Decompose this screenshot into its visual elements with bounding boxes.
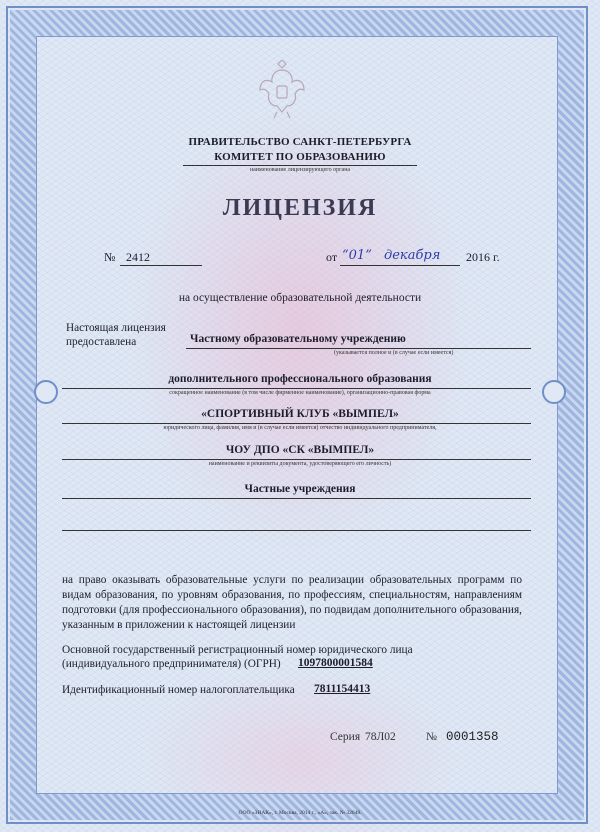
inn-value: 7811154413 [314,683,371,695]
licensee-line-6-underline [62,530,531,531]
series-value: 78Л02 [365,731,396,743]
ogrn-label-line-2: (индивидуального предпринимателя) (ОГРН) [62,658,281,670]
licensee-line-4-underline [62,459,531,460]
date-day-handwritten: “01” [342,248,372,263]
coat-of-arms-emblem-icon [257,60,307,120]
licensee-line-2-underline [62,388,531,389]
licensee-name-line-3: «СПОРТИВНЫЙ КЛУБ «ВЫМПЕЛ» [201,408,399,420]
inn-label: Идентификационный номер налогоплательщика [62,684,295,696]
license-number-label: № [104,250,116,264]
authority-underline [183,165,417,166]
date-year: 2016 г. [466,250,500,264]
authority-caption: наименование лицензирующего органа [249,167,351,173]
license-number-underline [120,265,202,266]
licensee-line-1-underline [186,348,531,349]
granted-label-line-2: предоставлена [66,336,137,348]
license-number-value: 2412 [126,250,150,264]
date-month-handwritten: декабря [384,248,441,263]
licensee-name-line-1: Частному образовательному учреждению [190,333,406,345]
licensee-line-5-underline [62,498,531,499]
date-underline [340,265,460,266]
licensee-caption-1: (указывается полное и (в случае если имеется) [334,350,454,356]
date-prefix: от [326,250,338,264]
form-number-value: 0001358 [446,730,499,744]
printer-imprint: ООО «ЗНАК», г. Москва, 2014 г., «А», зак. № 32648. [238,810,362,816]
ogrn-label-line-1: Основной государственный регистрационный номер юридического лица [62,644,413,656]
authority-line-2: КОМИТЕТ ПО ОБРАЗОВАНИЮ [214,151,386,163]
licensee-org-type: Частные учреждения [244,483,356,495]
licensee-caption-3: юридического лица, фамилия, имя и (в случае если имеется) отчество индивидуального предпринимателя, [163,425,437,431]
licensee-name-line-2: дополнительного профессионального образования [168,373,432,385]
document-title: ЛИЦЕНЗИЯ [222,195,378,221]
licensee-short-name: ЧОУ ДПО «СК «ВЫМПЕЛ» [225,444,375,456]
form-number-label: № [426,731,437,743]
license-purpose: на осуществление образовательной деятельности [178,292,422,304]
granted-label-line-1: Настоящая лицензия [66,322,166,334]
licensee-caption-4: наименование и реквизиты документа, удостоверяющего его личность) [208,461,392,467]
licensee-line-3-underline [62,423,531,424]
ogrn-value: 1097800001584 [298,657,373,669]
rights-text: на право оказывать образовательные услуги по реализации образовательных программ по видам образования, по уровням образования, по профессиям, специальностям, направлениям подготовки (для профессионального образования), по подвидам дополнительного образования, указанным в приложении к настоящей лицензии [62,574,522,631]
series-label: Серия [330,731,361,743]
authority-line-1: ПРАВИТЕЛЬСТВО САНКТ-ПЕТЕРБУРГА [188,136,412,148]
licensee-caption-2: сокращенное наименование (в том числе фирменное наименование), организационно-правовая форма [169,390,431,396]
